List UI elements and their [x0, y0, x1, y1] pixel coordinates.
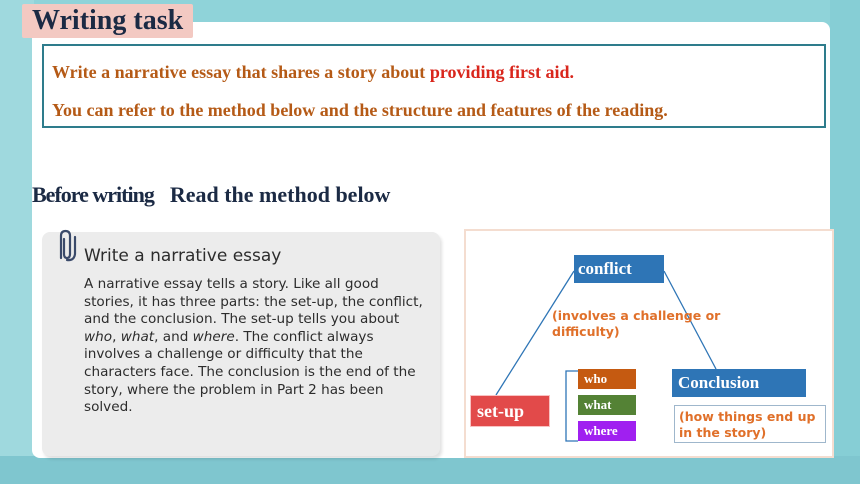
before-writing — [32, 182, 390, 208]
title-tag — [22, 4, 193, 38]
body-where: where — [192, 328, 235, 345]
task-line-1 — [52, 62, 574, 83]
body-part: , — [112, 328, 121, 345]
page-title: Writing task — [32, 5, 184, 36]
body-part: . The conflict always involves a challenge or difficulty that the characters face. The conclusion is the end of the story, where the problem in Part 2 has been solved. — [84, 328, 416, 416]
who-box: who — [578, 369, 636, 389]
conclusion-box: Conclusion — [672, 369, 806, 397]
task-line-1-text: Write a narrative essay that shares a story about — [52, 62, 430, 82]
task-box — [42, 44, 826, 128]
card-body — [84, 276, 424, 417]
before-writing-label: Before writing — [32, 182, 154, 207]
card-body-text — [84, 276, 424, 417]
before-writing-instruction: Read the method below — [169, 182, 391, 207]
what-box: what — [578, 395, 636, 415]
body-what: what — [120, 328, 155, 345]
bracket-line — [566, 371, 578, 441]
body-part: , and — [154, 328, 193, 345]
method-card — [42, 232, 440, 456]
conclusion-note: (how things end up in the story) — [674, 405, 826, 443]
body-part: A narrative essay tells a story. Like all good stories, it has three parts: the set-up, the conflict, and the conclusion. The set-up tells you about — [84, 276, 423, 328]
conflict-box: conflict — [574, 255, 664, 283]
task-line-2: You can refer to the method below and the structure and features of the reading. — [52, 100, 668, 120]
background-bottom — [0, 456, 860, 484]
task-highlight: providing first aid. — [429, 62, 575, 82]
where-box: where — [578, 421, 636, 441]
background-right — [830, 0, 860, 484]
structure-diagram — [464, 229, 834, 458]
card-title: Write a narrative essay — [84, 246, 282, 266]
conflict-note: (involves a challenge or difficulty) — [552, 308, 721, 339]
body-who: who — [84, 328, 113, 345]
background-left — [0, 0, 34, 484]
setup-box: set-up — [470, 395, 550, 427]
paperclip-icon — [52, 228, 82, 264]
